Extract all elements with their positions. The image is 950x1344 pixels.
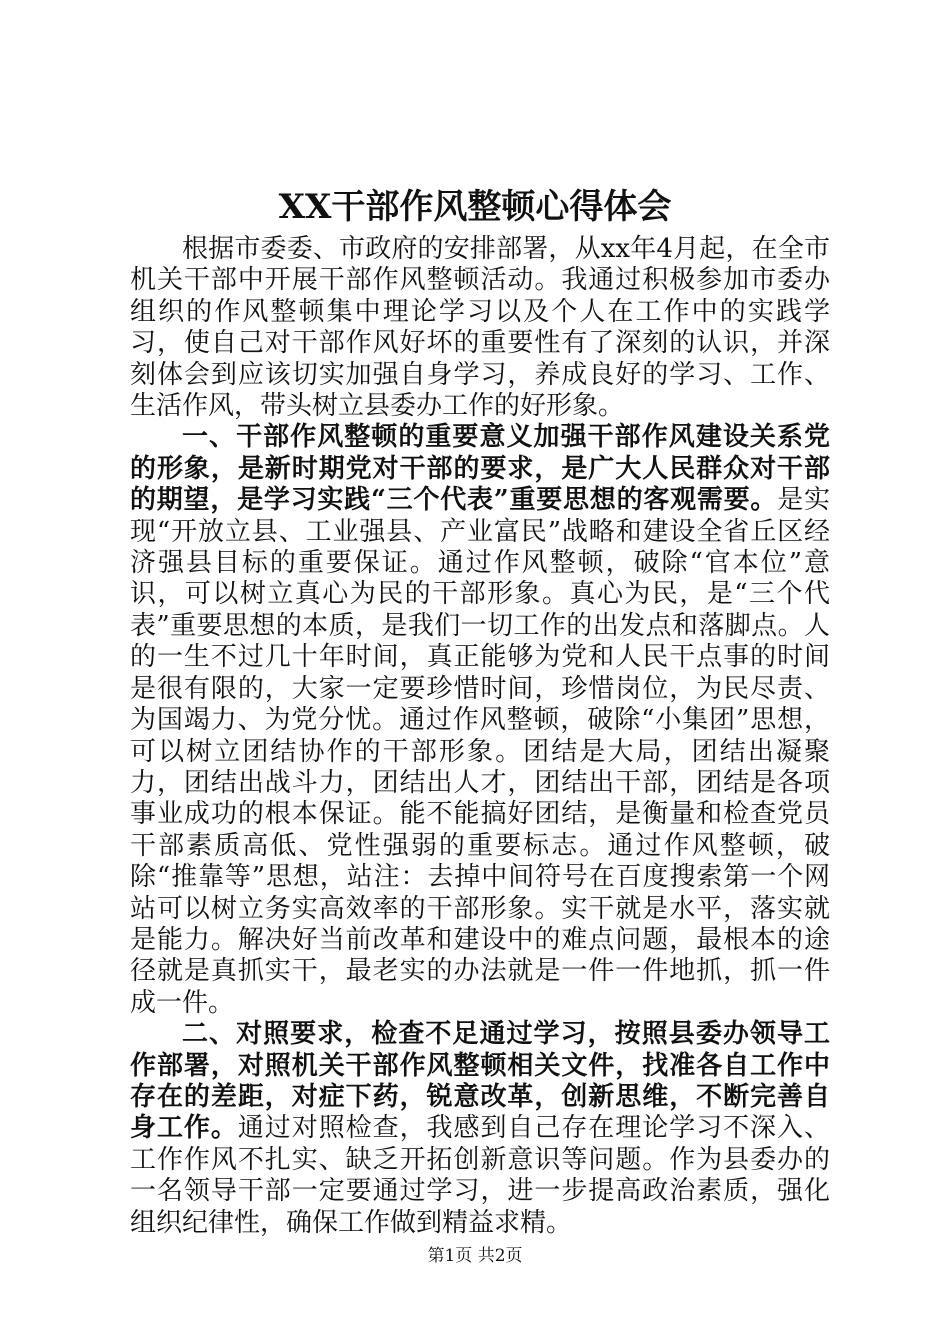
document-body: [130, 234, 830, 1239]
paragraph-heading: 一、干部作风整顿的重要意义加强干部作风建设关系党的形象，是新时期党对干部的要求，是广大人民群众对干部的期望，是学习实践“三个代表”重要思想的客观需要。: [130, 422, 830, 516]
paragraph-text: 根据市委委、市政府的安排部署，从xx年4月起，在全市机关干部中开展干部作风整顿活动。我通过积极参加市委办组织的作风整顿集中理论学习以及个人在工作中的实践学习，使自己对干部作风好坏的重要性有了深刻的认识，并深刻体会到应该切实加强自身学习，养成良好的学习、工作、生活作风，带头树立县委办工作的好形象。: [130, 234, 830, 422]
paragraph-section-one: [130, 422, 830, 1019]
paragraph-text: 是实现“开放立县、工业强县、产业富民”战略和建设全省丘区经济强县目标的重要保证。通过作风整顿，破除“官本位”意识，可以树立真心为民的干部形象。真心为民，是“三个代表”重要思想的本质，是我们一切工作的出发点和落脚点。人的一生不过几十年时间，真正能够为党和人民干点事的时间是很有限的，大家一定要珍惜时间，珍惜岗位，为民尽责、为国竭力、为党分忧。通过作风整顿，破除“小集团”思想，可以树立团结协作的干部形象。团结是大局，团结出凝聚力，团结出战斗力，团结出人才，团结出干部，团结是各项事业成功的根本保证。能不能搞好团结，是衡量和检查党员干部素质高低、党性强弱的重要标志。通过作风整顿，破除“推靠等”思想，站注：去掉中间符号在百度搜索第一个网站可以树立务实高效率的干部形象。实干就是水平，落实就是能力。解决好当前改革和建设中的难点问题，最根本的途径就是真抓实干，最老实的办法就是一件一件地抓，抓一件成一件。: [130, 485, 830, 1018]
paragraph-text: 通过对照检查，我感到自己存在理论学习不深入、工作作风不扎实、缺乏开拓创新意识等问题。作为县委办的一名领导干部一定要通过学习，进一步提高政治素质，强化组织纪律性，确保工作做到精益求精。: [130, 1113, 830, 1238]
page-footer: 第1页 共2页: [427, 1246, 523, 1266]
paragraph-heading: 二、对照要求，检查不足通过学习，按照县委办领导工作部署，对照机关干部作风整顿相关文件，找准各自工作中存在的差距，对症下药，锐意改革，创新思维，不断完善自身工作。: [130, 1019, 830, 1144]
paragraph-intro: [130, 234, 830, 422]
paragraph-section-two: [130, 1019, 830, 1239]
document-title: XX干部作风整顿心得体会: [278, 187, 672, 227]
